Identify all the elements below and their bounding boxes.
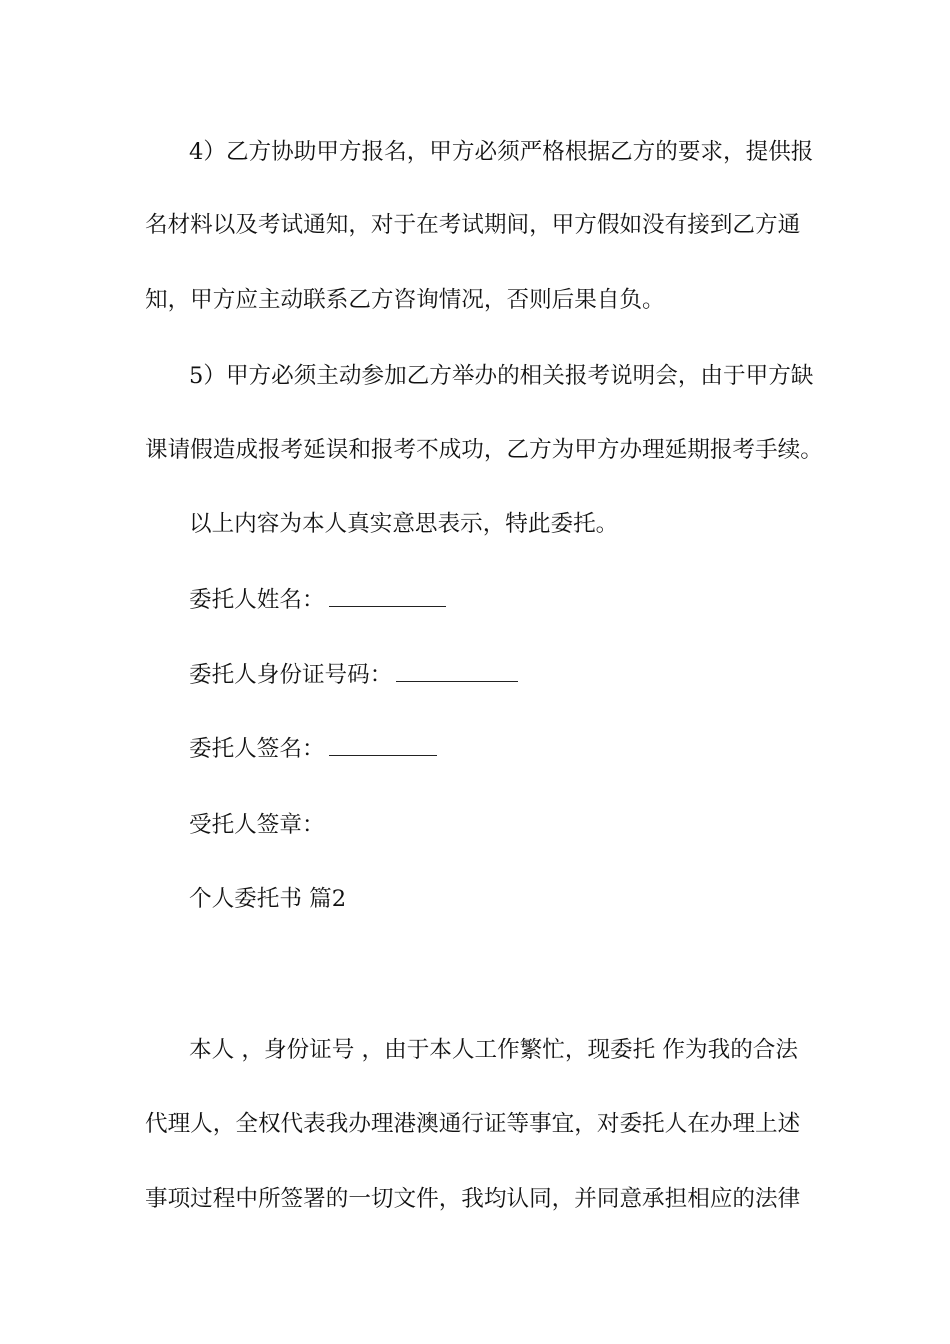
section2-line3: 事项过程中所签署的一切文件，我均认同，并同意承担相应的法律 — [145, 1186, 801, 1212]
declaration-text: 以上内容为本人真实意思表示，特此委托。 — [189, 511, 619, 537]
section2-line2: 代理人，全权代表我办理港澳通行证等事宜，对委托人在办理上述 — [145, 1111, 801, 1137]
principal-id-field — [189, 660, 518, 690]
item4-line1: 4）乙方协助甲方报名，甲方必须严格根据乙方的要求，提供报 — [189, 139, 814, 165]
item5-line2: 课请假造成报考延误和报考不成功，乙方为甲方办理延期报考手续。 — [145, 437, 823, 463]
principal-id-label: 委托人身份证号码： — [189, 662, 393, 688]
item5-line1: 5）甲方必须主动参加乙方举办的相关报考说明会，由于甲方缺 — [189, 363, 814, 389]
principal-id-blank — [396, 661, 518, 682]
agent-seal-label: 受托人签章： — [189, 812, 325, 838]
section2-title: 个人委托书 篇2 — [189, 886, 347, 912]
principal-name-blank — [329, 586, 446, 607]
principal-signature-label: 委托人签名： — [189, 736, 325, 762]
item4-line2: 名材料以及考试通知，对于在考试期间，甲方假如没有接到乙方通 — [145, 212, 801, 238]
section2-line1: 本人 ，身份证号 ，由于本人工作繁忙，现委托 作为我的合法 — [189, 1037, 798, 1063]
item4-line3: 知，甲方应主动联系乙方咨询情况，否则后果自负。 — [145, 287, 665, 313]
principal-name-label: 委托人姓名： — [189, 587, 325, 613]
principal-signature-field — [189, 734, 437, 764]
principal-signature-blank — [329, 735, 437, 756]
principal-name-field — [189, 585, 446, 615]
